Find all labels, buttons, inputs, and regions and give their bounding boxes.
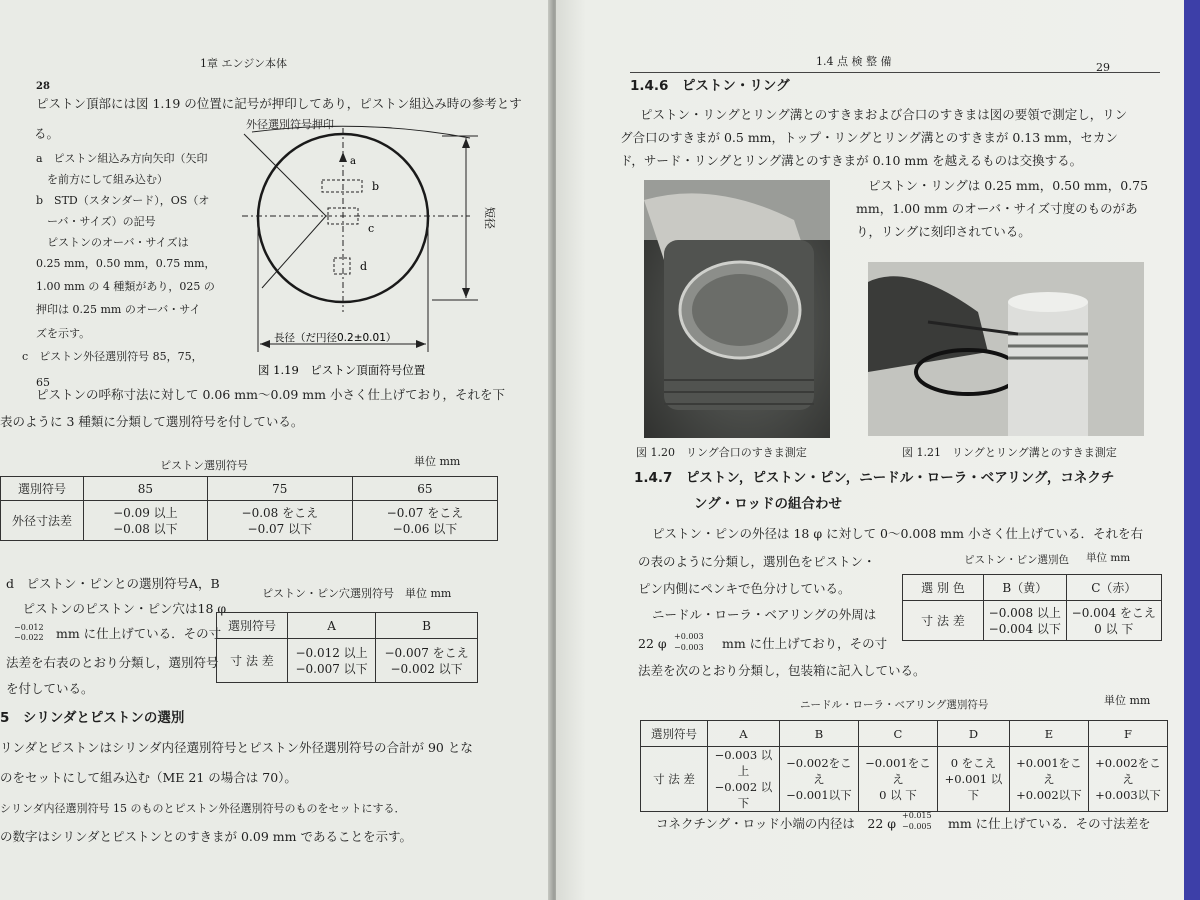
item-line: ーバ・サイズ）の記号 xyxy=(36,215,156,228)
table2-cell: −0.007 をこえ −0.002 以下 xyxy=(376,639,478,683)
table4-cell: +0.001をこえ +0.002以下 xyxy=(1009,747,1088,812)
left-running-header: 1章 エンジン本体 xyxy=(200,57,287,70)
table4-unit: 単位 mm xyxy=(1104,694,1151,707)
p4-line: mm に仕上げている．その寸法差を xyxy=(948,816,1151,831)
heading-1-4-7: 1.4.7 ピストン，ピストン・ピン，ニードル・ローラ・ベアリング，コネクチ xyxy=(634,470,1115,486)
item-line: 押印は 0.25 mm のオーバ・サイ xyxy=(36,303,201,316)
table1-head: 選別符号 xyxy=(1,477,84,501)
pin-color-grade-table xyxy=(902,574,1162,641)
p3-line: ピストン・ピンの外径は 18 φ に対して 0～0.008 mm 小さく仕上げている．それを右 xyxy=(652,526,1143,541)
needle-bearing-grade-table xyxy=(640,720,1168,812)
section-text-line: リンダとピストンはシリンダ内径選別符号とピストン外径選別符号の合計が 90 とな xyxy=(0,740,473,755)
table4-cell: −0.003 以上 −0.002 以下 xyxy=(708,747,780,812)
p2-line: り，リングに刻印されている。 xyxy=(856,224,1031,239)
piston-top xyxy=(1008,292,1088,312)
section-text-line: シリンダ内径選別符号 15 のものとピストン外径選別符号のものをセットにする． xyxy=(0,802,406,815)
table4-head: E xyxy=(1009,721,1088,747)
p4-line: コネクチング・ロッド小端の内径は 22 φ xyxy=(656,816,897,831)
left-page xyxy=(0,0,552,900)
table1-unit: 単位 mm xyxy=(414,455,461,468)
item-line: a ピストン組込み方向矢印（矢印 xyxy=(36,152,208,165)
ring-gap-photo-shapes xyxy=(644,180,830,438)
right-running-header: 1.4 点 検 整 備 xyxy=(816,55,892,68)
subsection-d-line: mm に仕上げている．その寸 xyxy=(56,626,222,641)
figure-caption-1-21: 図 1.21 リングとリング溝とのすきま測定 xyxy=(902,446,1117,459)
p3-line: の表のように分類し，選別色をピストン・ xyxy=(638,554,876,569)
p1-line: ピストン・リングとリング溝とのすきまおよび合口のすきまは図の要領で測定し，リン xyxy=(640,107,1128,122)
heading-1-4-7-cont: ング・ロッドの組合わせ xyxy=(694,496,842,512)
dim-arrow-right xyxy=(416,340,426,348)
intro-line: る。 xyxy=(34,126,60,141)
header-rule xyxy=(630,72,1160,73)
table1-row-label: 外径寸法差 xyxy=(1,501,84,541)
item-line: ピストンのオーバ・サイズは xyxy=(36,236,189,249)
table3-unit: 単位 mm xyxy=(1086,552,1131,564)
table2-head: B xyxy=(376,613,478,639)
table4-head: 選別符号 xyxy=(641,721,708,747)
long-axis-label: 長径（だ円径0.2±0.01） xyxy=(274,332,397,344)
tolerance-lower: −0.005 xyxy=(902,822,932,831)
table4-cell: −0.001をこえ 0 以 下 xyxy=(858,747,937,812)
subsection-d-line: ピストンのピストン・ピン穴は18 φ xyxy=(10,601,227,616)
figure-caption-1-19: 図 1.19 ピストン頂面符号位置 xyxy=(258,363,426,377)
direction-arrow xyxy=(339,152,347,162)
item-line: c ピストン外径選別符号 85，75， xyxy=(22,350,203,363)
table4-head: F xyxy=(1088,721,1167,747)
table1-head: 65 xyxy=(352,477,497,501)
table3-head: C（赤） xyxy=(1066,575,1161,601)
table2-head: A xyxy=(288,613,376,639)
item-line: 65 xyxy=(36,376,50,389)
table4-title: ニードル・ローラ・ベアリング選別符号 xyxy=(800,699,989,711)
table3-cell: −0.004 をこえ 0 以 下 xyxy=(1066,601,1161,641)
table4-head: A xyxy=(708,721,780,747)
mark-d: d xyxy=(360,260,368,273)
section-text-line: のをセットにして組み込む（ME 21 の場合は 70）。 xyxy=(0,770,297,785)
item-line: を前方にして組み込む） xyxy=(36,173,168,186)
section-heading-1-4-5: 5 シリンダとピストンの選別 xyxy=(0,710,185,726)
pin-bore-grade-table xyxy=(216,612,478,683)
table3-title: ピストン・ピン選別色 xyxy=(964,554,1069,566)
mark-a: a xyxy=(350,156,356,167)
figure-caption-1-20: 図 1.20 リング合口のすきま測定 xyxy=(636,446,807,459)
item-line: 0.25 mm，0.50 mm，0.75 mm， xyxy=(36,257,216,270)
heading-1-4-6: 1.4.6 ピストン・リング xyxy=(630,78,790,94)
left-page-number: 28 xyxy=(36,81,50,92)
piston-grade-table xyxy=(0,476,498,541)
table1-cell: −0.09 以上 −0.08 以下 xyxy=(84,501,208,541)
p2-line: ピストン・リングは 0.25 mm，0.50 mm，0.75 xyxy=(868,178,1149,193)
p2-line: mm，1.00 mm のオーバ・サイズ寸度のものがあ xyxy=(856,201,1138,216)
tolerance-lower: −0.003 xyxy=(674,643,704,652)
piston-body xyxy=(1008,302,1088,436)
p3-line: mm に仕上げており，その寸 xyxy=(722,636,888,651)
tolerance-lower: −0.022 xyxy=(14,633,44,642)
p3-line: ピン内側にペンキで色分けしている。 xyxy=(638,581,851,596)
subsection-d-line: を付している。 xyxy=(6,681,94,696)
ring-gap-photo xyxy=(644,180,830,438)
intro-line: ピストン頂部には図 1.19 の位置に記号が押印してあり，ピストン組込み時の参考とす xyxy=(36,96,522,111)
p1-line: グ合口のすきまが 0.5 mm，トップ・リングとリング溝とのすきまが 0.13 mm，セカン xyxy=(620,130,1118,145)
piston-crown-diagram xyxy=(222,112,500,382)
right-page-number: 29 xyxy=(1096,61,1110,74)
item-line: b STD（スタンダード），OS（オ xyxy=(36,194,210,207)
table4-head: B xyxy=(779,721,858,747)
table4-cell: −0.002をこえ −0.001以下 xyxy=(779,747,858,812)
item-line: ズを示す。 xyxy=(36,327,91,340)
piston-ring xyxy=(916,350,1020,394)
subsection-d-line: 法差を右表のとおり分類し，選別符号 xyxy=(6,655,219,670)
dim-arrow-bottom xyxy=(462,288,470,298)
p3-line: ニードル・ローラ・ベアリングの外周は xyxy=(652,607,877,622)
p3-line: 22 φ xyxy=(638,636,667,651)
tolerance-upper: +0.015 xyxy=(902,811,932,820)
mark-c: c xyxy=(368,222,375,235)
dim-arrow-left xyxy=(260,340,270,348)
right-page xyxy=(556,0,1184,900)
stamp-label: 外径選別符号押印 xyxy=(246,118,334,131)
para2-line: 表のように 3 種類に分類して選別符号を付している。 xyxy=(0,414,304,429)
table3-row-label: 寸 法 差 xyxy=(903,601,984,641)
table1-cell: −0.08 をこえ −0.07 以下 xyxy=(207,501,352,541)
table2-head: 選別符号 xyxy=(217,613,288,639)
table4-head: C xyxy=(858,721,937,747)
table2-title: ピストン・ピン穴選別符号 単位 mm xyxy=(262,587,452,600)
table4-cell: +0.002をこえ +0.003以下 xyxy=(1088,747,1167,812)
dim-arrow-top xyxy=(462,138,470,148)
section-text-line: の数字はシリンダとピストンとのすきまが 0.09 mm であることを示す。 xyxy=(0,829,412,844)
subsection-d-line: d ピストン・ピンとの選別符号A，B xyxy=(6,576,220,591)
table4-cell: 0 をこえ +0.001 以下 xyxy=(937,747,1009,812)
ring-groove-photo-shapes xyxy=(868,262,1144,436)
mark-box-d xyxy=(334,258,350,274)
tolerance-upper: +0.003 xyxy=(674,632,704,641)
ring-in-bore xyxy=(692,274,788,346)
item-line: 1.00 mm の 4 種類があり，025 の xyxy=(36,280,215,293)
table3-head: B（黄） xyxy=(984,575,1067,601)
ring-groove-photo xyxy=(868,262,1144,436)
table1-title: ピストン選別符号 xyxy=(160,459,248,472)
short-axis-label: 短径 xyxy=(483,207,496,229)
table1-head: 75 xyxy=(207,477,352,501)
table1-cell: −0.07 をこえ −0.06 以下 xyxy=(352,501,497,541)
table3-head: 選 別 色 xyxy=(903,575,984,601)
table3-cell: −0.008 以上 −0.004 以下 xyxy=(984,601,1067,641)
table4-head: D xyxy=(937,721,1009,747)
p3-line: 法差を次のとおり分類し，包装箱に記入している。 xyxy=(638,663,926,678)
mark-b: b xyxy=(372,180,380,193)
table2-cell: −0.012 以上 −0.007 以下 xyxy=(288,639,376,683)
tolerance-upper: −0.012 xyxy=(14,623,44,632)
table1-head: 85 xyxy=(84,477,208,501)
para2-line: ピストンの呼称寸法に対して 0.06 mm～0.09 mm 小さく仕上げており，それを下 xyxy=(36,387,505,402)
p1-line: ド，サード・リングとリング溝とのすきまが 0.10 mm を越えるものは交換する。 xyxy=(620,153,1083,168)
table2-row-label: 寸 法 差 xyxy=(217,639,288,683)
mark-box-b xyxy=(322,180,362,192)
table4-row-label: 寸 法 差 xyxy=(641,747,708,812)
